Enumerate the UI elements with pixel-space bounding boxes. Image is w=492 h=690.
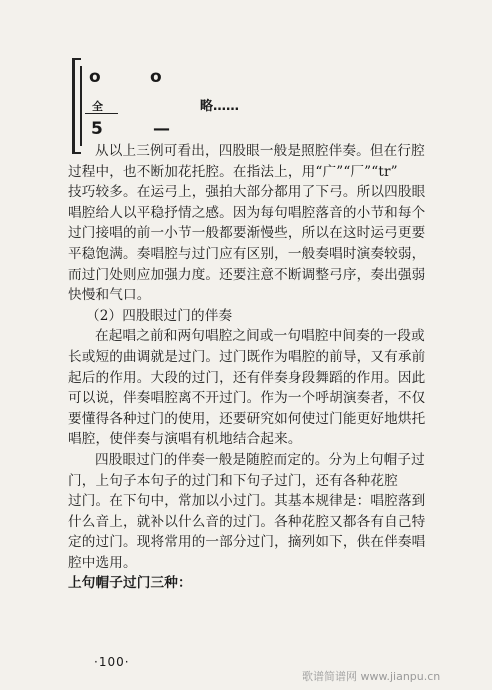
text-line: 平稳饱满。奏唱腔与过门应有区别，一般奏唱时演奏较弱， [68, 245, 426, 262]
text-line: 快慢和气口。 [68, 287, 151, 304]
notation-label-lue: 略…… [200, 99, 240, 114]
text-line: 技巧较多。在运弓上，强拍大部分都用了下弓。所以四股眼 [68, 184, 426, 201]
text-line: 而过门处则应加强力度。还要注意不断调整弓序，奏出强弱 [68, 266, 426, 283]
text-line: 过门。在下句中，常加以小过门。其基本规律是：唱腔落到 [68, 493, 426, 510]
text-line: 唱腔，使伴奏与演唱有机地结合起来。 [68, 431, 302, 448]
heading-text: （2）四股眼过门的伴奏 [86, 307, 233, 324]
text-line: 过门接唱的前一小节一般都要渐慢些，所以在这时运弓更要 [68, 225, 426, 242]
text-line: 在起唱之前和两句唱腔之间或一句唱腔中间奏的一段或 [95, 328, 425, 345]
body-text [68, 141, 444, 594]
paragraph-2 [68, 326, 444, 450]
text-line: 要懂得各种过门的使用，还要研究如何使过门能更好地烘托 [68, 410, 426, 427]
page-number: ·100· [94, 655, 130, 669]
subheading-text: 上句帽子过门三种： [68, 575, 192, 592]
text-line: 门，上句子本句子的过门和下句子过门，还有各种花腔 [68, 472, 398, 489]
watermark: 歌谱简谱网 www.jianpu.cn [302, 670, 441, 683]
notation-note: o [89, 67, 101, 87]
notation-dash: — [153, 119, 170, 139]
staff-bracket-inner [80, 66, 82, 146]
notation-label-quan: 全 [92, 100, 103, 113]
text-line: 可以说，伴奏唱腔离不开过门。作为一个呼胡演奏者，不仅 [68, 390, 426, 407]
subheading [68, 573, 444, 594]
notation-underline [85, 113, 118, 114]
text-line: 长或短的曲调就是过门。过门既作为唱腔的前导，又有承前 [68, 348, 426, 365]
text-line: 从以上三例可看出，四股眼一般是照腔伴奏。但在行腔 [95, 143, 425, 159]
text-line: 唱腔给人以平稳抒情之感。因为每句唱腔落音的小节和每个 [68, 204, 426, 221]
paragraph-3 [68, 450, 444, 574]
notation-note: o [150, 67, 162, 87]
notation-note: 5 [91, 119, 103, 139]
text-line: 四股眼过门的伴奏一般是随腔而定的。分为上句帽子过 [95, 451, 425, 468]
text-line: 起后的作用。大段的过门，还有伴奏身段舞蹈的作用。因此 [68, 369, 426, 386]
text-line: 过程中，也不断加花托腔。在指法上，用“广”“厂”“tr” [68, 163, 398, 180]
text-line: 定的过门。现将常用的一部分过门，摘列如下，供在伴奏唱 [68, 534, 426, 551]
section-heading [68, 306, 444, 327]
text-line: 什么音上，就补以什么音的过门。各种花腔又都各有自己特 [68, 513, 426, 530]
paragraph-1 [68, 141, 444, 306]
text-line: 腔中选用。 [68, 554, 137, 571]
